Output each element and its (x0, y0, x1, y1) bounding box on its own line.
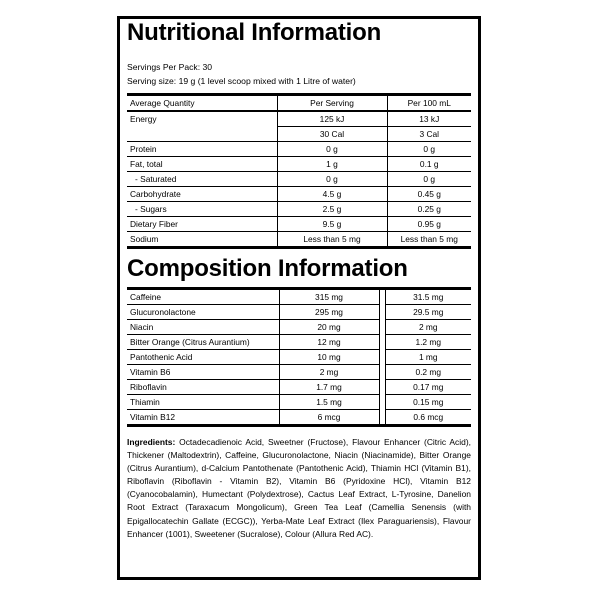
per-serving-value: 1 g (277, 157, 387, 172)
per-100ml-value: 0.45 g (387, 187, 471, 202)
row-label: - Saturated (127, 172, 277, 187)
per-100ml-value: 0.6 mcg (385, 410, 471, 426)
per-100ml-value: 29.5 mg (385, 305, 471, 320)
header-per-serving: Per Serving (277, 95, 387, 112)
table-row (127, 380, 471, 395)
row-label: Sodium (127, 232, 277, 248)
row-label (127, 127, 277, 142)
row-label: Dietary Fiber (127, 217, 277, 232)
per-serving-value: 0 g (277, 172, 387, 187)
per-100ml-value: 0.15 mg (385, 395, 471, 410)
header-average-quantity: Average Quantity (127, 95, 277, 112)
table-row (127, 172, 471, 187)
ingredients-label: Ingredients: (127, 437, 176, 447)
table-row (127, 187, 471, 202)
row-label: Niacin (127, 320, 279, 335)
nutrition-label-panel (117, 16, 481, 580)
composition-title: Composition Information (127, 255, 408, 282)
per-serving-value: 1.5 mg (279, 395, 379, 410)
per-100ml-value: 0 g (387, 142, 471, 157)
row-label: Energy (130, 114, 157, 125)
per-100ml-value: 0.25 g (387, 202, 471, 217)
row-label: Glucuronolactone (127, 305, 279, 320)
per-100ml-value: 1.2 mg (385, 335, 471, 350)
table-row (127, 395, 471, 410)
row-label: Vitamin B6 (127, 365, 279, 380)
table-row (127, 142, 471, 157)
ingredients-text: Octadecadienoic Acid, Sweetner (Fructose), Flavour Enhancer (Citric Acid), Thickener (Maltodextrin), Caffeine, Glucuronolactone, Niacin (Niacinamide), Bitter Orange (Citrus Aurantium), d-Calcium Pantothenate (Pantothenic Acid), Thiamin HCl (Vitamin B1), Riboflavin (Riboflavin - Vitamin B2), Vitamin B6 (Pyridoxine HCl), Vitamin B12 (Cyanocobalamin), Humectant (Polydextrose), Cactus Leaf Extract, L-Tyrosine, Danelion Root Extract (Taraxacum Mongolicum), Green Tea Leaf (Camellia Senensis (with Epigallocatechin Gallate (ECGC)), Yerba-Mate Leaf Extract (Ilex Paraguariensis), Flavour Enhancer (1001), Sweetener (Sucralose), Colour (Allura Red AC). (127, 437, 471, 539)
per-serving-value: 2.5 g (277, 202, 387, 217)
row-label: - Sugars (127, 202, 277, 217)
table-row (127, 217, 471, 232)
per-100ml-value: 31.5 mg (385, 289, 471, 305)
row-label: Caffeine (127, 289, 279, 305)
table-row (127, 232, 471, 248)
serving-size: Serving size: 19 g (1 level scoop mixed with 1 Litre of water) (127, 76, 356, 86)
per-serving-value: 0 g (277, 142, 387, 157)
per-serving-value: 125 kJ (277, 111, 387, 127)
row-label: Protein (127, 142, 277, 157)
nutrition-table (127, 93, 471, 249)
per-serving-value: 1.7 mg (279, 380, 379, 395)
per-100ml-value: 0.95 g (387, 217, 471, 232)
header-per-100ml: Per 100 mL (387, 95, 471, 112)
per-serving-value: 2 mg (279, 365, 379, 380)
per-serving-value: 295 mg (279, 305, 379, 320)
per-100ml-value: 3 Cal (387, 127, 471, 142)
per-100ml-value: 1 mg (385, 350, 471, 365)
table-row (127, 157, 471, 172)
row-label: Riboflavin (127, 380, 279, 395)
table-row (127, 350, 471, 365)
row-label: Carbohydrate (127, 187, 277, 202)
table-row (127, 305, 471, 320)
per-100ml-value: 0.1 g (387, 157, 471, 172)
table-row (127, 202, 471, 217)
table-row (127, 320, 471, 335)
table-row (127, 289, 471, 305)
per-serving-value: 9.5 g (277, 217, 387, 232)
per-serving-value: 12 mg (279, 335, 379, 350)
per-serving-value: 315 mg (279, 289, 379, 305)
per-serving-value: 30 Cal (277, 127, 387, 142)
per-serving-value: 4.5 g (277, 187, 387, 202)
row-label: Fat, total (127, 157, 277, 172)
composition-table (127, 287, 471, 427)
per-100ml-value: 0.17 mg (385, 380, 471, 395)
per-100ml-value: 0 g (387, 172, 471, 187)
per-serving-value: Less than 5 mg (277, 232, 387, 248)
row-label: Bitter Orange (Citrus Aurantium) (127, 335, 279, 350)
table-row (127, 127, 471, 142)
servings-per-pack: Servings Per Pack: 30 (127, 62, 213, 72)
table-row (127, 410, 471, 426)
table-row (127, 111, 471, 127)
row-label: Thiamin (127, 395, 279, 410)
table-row (127, 365, 471, 380)
label-content (127, 19, 471, 541)
per-serving-value: 20 mg (279, 320, 379, 335)
row-label: Pantothenic Acid (127, 350, 279, 365)
ingredients-block (127, 436, 471, 541)
per-100ml-value: 0.2 mg (385, 365, 471, 380)
row-label: Vitamin B12 (127, 410, 279, 426)
nutrition-title: Nutritional Information (127, 19, 382, 46)
table-row (127, 335, 471, 350)
per-serving-value: 6 mcg (279, 410, 379, 426)
per-100ml-value: 2 mg (385, 320, 471, 335)
per-100ml-value: 13 kJ (387, 111, 471, 127)
per-100ml-value: Less than 5 mg (387, 232, 471, 248)
nutrition-header-row (127, 95, 471, 112)
per-serving-value: 10 mg (279, 350, 379, 365)
